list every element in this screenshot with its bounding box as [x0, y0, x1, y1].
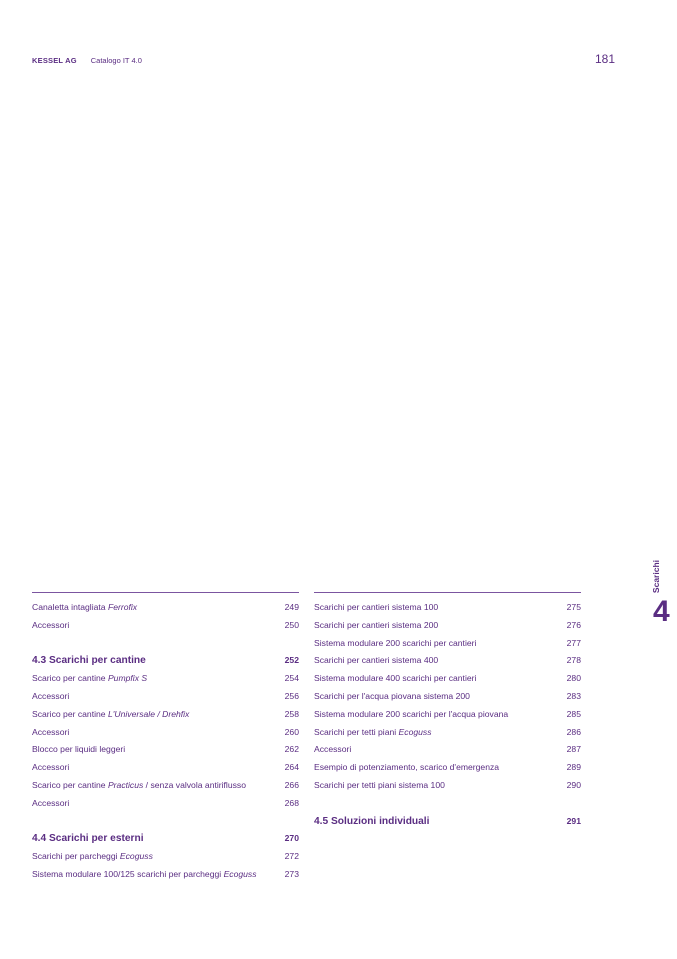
toc-entry-page: 283 [566, 690, 581, 701]
toc-entry-title: Scarico per cantine L'Universale / Drehfix [32, 708, 190, 719]
toc-entry-page: 264 [284, 762, 299, 773]
toc-entry[interactable] [32, 670, 299, 688]
toc-entry-title: Accessori [314, 744, 352, 755]
toc-entry[interactable] [32, 741, 299, 759]
toc-entry-title: Accessori [32, 619, 70, 630]
brand-name: KESSEL AG [32, 56, 77, 65]
toc-entry-page: 273 [284, 868, 299, 879]
toc-entry[interactable] [32, 688, 299, 706]
toc-entry-page: 252 [284, 655, 299, 666]
toc-entry[interactable] [32, 795, 299, 813]
toc-entry-page: 287 [566, 744, 581, 755]
toc-entry-page: 291 [566, 815, 581, 826]
toc-entry-page: 275 [566, 602, 581, 612]
toc-entry[interactable] [314, 652, 581, 670]
toc-entry-title: Scarichi per cantieri sistema 100 [314, 602, 439, 612]
toc-entry[interactable] [314, 635, 581, 653]
toc-entry-page: 278 [566, 655, 581, 666]
toc-entry-title: Esempio di potenziamento, scarico d'emergenza [314, 762, 500, 773]
toc-entry[interactable] [314, 759, 581, 777]
toc-entry[interactable] [32, 777, 299, 795]
toc-entry-title: Scarichi per parcheggi Ecoguss [32, 851, 153, 862]
toc-entry-page: 289 [566, 762, 581, 773]
toc-entry[interactable] [32, 706, 299, 724]
toc-entry-page: 250 [284, 619, 299, 630]
toc-entry-title: Canaletta intagliata Ferrofix [32, 602, 138, 612]
toc-entry[interactable] [314, 706, 581, 724]
chapter-tab [643, 555, 677, 635]
toc-entry-page: 262 [284, 744, 299, 755]
toc-column-left [32, 592, 299, 884]
toc-entry[interactable] [32, 848, 299, 866]
toc-entry-page: 268 [284, 797, 299, 808]
toc-entry-page: 256 [284, 690, 299, 701]
toc-entry-page: 258 [284, 708, 299, 719]
toc-entry[interactable] [314, 599, 581, 617]
toc-entry[interactable] [32, 866, 299, 884]
toc-entry-title: Scarico per cantine Practicus / senza valvola antiriflusso [32, 779, 246, 790]
toc-entry-title: Accessori [32, 726, 70, 737]
toc-entry-page: 270 [284, 833, 299, 844]
toc-entry[interactable] [32, 599, 299, 617]
toc-entry-page: 290 [566, 779, 581, 790]
toc-entry[interactable] [32, 759, 299, 777]
page-number: 181 [595, 52, 616, 66]
toc-entry[interactable] [314, 688, 581, 706]
toc-entry-title: Blocco per liquidi leggeri [32, 744, 126, 755]
toc-entry-page: 266 [284, 779, 299, 790]
catalog-name: Catalogo IT 4.0 [90, 56, 142, 65]
chapter-label: Scarichi [651, 560, 661, 594]
toc-entry-title: Sistema modulare 100/125 scarichi per parcheggi Ecoguss [32, 868, 257, 879]
toc-entry-page: 260 [284, 726, 299, 737]
toc-entry-title: Sistema modulare 400 scarichi per cantieri [314, 673, 477, 684]
toc-entry-page: 254 [284, 673, 299, 684]
toc-entry[interactable] [314, 777, 581, 795]
toc-entry-title: Accessori [32, 762, 70, 773]
toc-entry[interactable] [314, 670, 581, 688]
toc-entry[interactable] [32, 724, 299, 742]
page-header [32, 56, 142, 65]
toc-entry-page: 286 [566, 726, 581, 737]
toc-entry-title: Sistema modulare 200 scarichi per l'acqua piovana [314, 708, 509, 719]
toc-entry[interactable] [32, 617, 299, 635]
toc-entry-title: Accessori [32, 797, 70, 808]
toc-entry-page: 249 [284, 602, 299, 612]
toc-entry-title: Scarichi per cantieri sistema 200 [314, 619, 439, 630]
toc-entry-page: 277 [566, 637, 581, 648]
toc-entry-page: 272 [284, 851, 299, 862]
toc-entry-title: Scarico per cantine Pumpfix S [32, 673, 148, 684]
toc-entry-page: 276 [566, 619, 581, 630]
toc-entry-page: 285 [566, 708, 581, 719]
toc-entry-title: Scarichi per tetti piani sistema 100 [314, 779, 445, 790]
toc-entry-title: 4.5 Soluzioni individuali [314, 815, 430, 827]
toc-entry-title: 4.4 Scarichi per esterni [32, 833, 144, 845]
toc-entry-title: Scarichi per tetti piani Ecoguss [314, 726, 432, 737]
toc-entry-page: 280 [566, 673, 581, 684]
toc-entry-title: 4.3 Scarichi per cantine [32, 655, 146, 667]
toc-section-heading[interactable] [32, 652, 299, 670]
toc-entry-title: Sistema modulare 200 scarichi per cantieri [314, 637, 477, 648]
toc-section-heading[interactable] [32, 830, 299, 848]
toc-entry[interactable] [314, 617, 581, 635]
toc-section-heading[interactable] [314, 813, 581, 831]
toc-entry[interactable] [314, 724, 581, 742]
toc-entry-title: Scarichi per l'acqua piovana sistema 200 [314, 690, 470, 701]
toc-column-right [314, 592, 581, 830]
toc-entry[interactable] [314, 741, 581, 759]
toc-entry-title: Scarichi per cantieri sistema 400 [314, 655, 439, 666]
chapter-number: 4 [653, 595, 670, 628]
toc-entry-title: Accessori [32, 690, 70, 701]
